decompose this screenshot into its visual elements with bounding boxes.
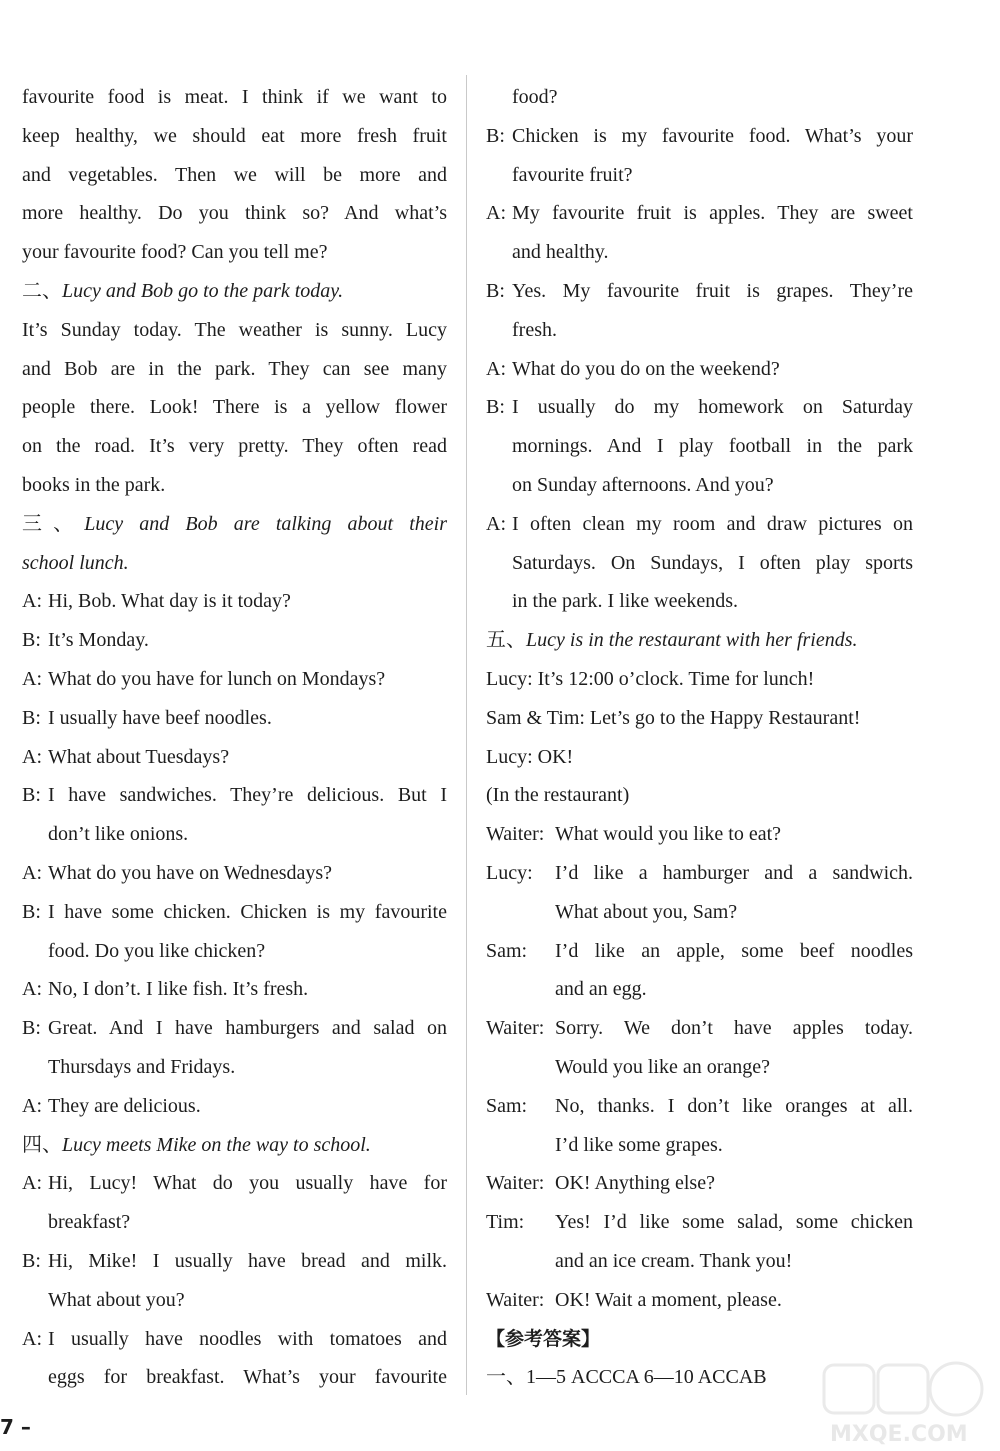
dialogue-text: I’d like a hamburger and a sandwich.: [555, 861, 913, 884]
dialogue-text: I usually do my homework on Saturday: [512, 396, 913, 419]
dialogue-line: [22, 621, 447, 660]
dialogue-line: [486, 194, 913, 272]
speaker-label: A:: [22, 978, 42, 1001]
dialogue-text: don’t like onions.: [48, 823, 189, 846]
dialogue-text: My favourite fruit is apples. They are sweet: [512, 202, 913, 225]
speaker-label: A:: [22, 590, 42, 613]
text-line: favourite food is meat. I think if we want to: [22, 86, 447, 108]
dialogue-text: and an ice cream. Thank you!: [555, 1249, 793, 1272]
dialogue-line: [486, 388, 913, 504]
speaker-label: B:: [22, 784, 41, 807]
dialogue-text: What about you?: [48, 1288, 185, 1311]
dialogue-text: What do you have for lunch on Mondays?: [48, 667, 386, 690]
dialogue-line: [486, 78, 913, 117]
section-number: 五、: [486, 629, 526, 652]
dialogue-line: [486, 1164, 913, 1203]
page-number: 7 –: [0, 1415, 31, 1439]
text-line: your favourite food? Can you tell me?: [22, 241, 328, 264]
dialogue-text: Hi, Bob. What day is it today?: [48, 590, 291, 613]
speaker-label: Waiter:: [486, 1017, 545, 1040]
dialogue-text: No, thanks. I don’t like oranges at all.: [555, 1094, 913, 1117]
text-line: keep healthy, we should eat more fresh fruit: [22, 124, 447, 147]
intro-paragraph: [22, 78, 447, 272]
dialogue-text: OK! Wait a moment, please.: [555, 1288, 782, 1311]
dialogue-text: No, I don’t. I like fish. It’s fresh.: [48, 978, 309, 1001]
dialogue-line: [486, 815, 913, 854]
section-5-intro: [486, 660, 913, 815]
dialogue-line: [22, 738, 447, 777]
section-5-heading: [486, 621, 913, 660]
text-line: Sam & Tim: Let’s go to the Happy Restaurant!: [486, 706, 861, 729]
section-number: 三、: [22, 512, 85, 535]
dialogue-line: [22, 970, 447, 1009]
answers-line: 一、1—5 ACCCA 6—10 ACCAB: [486, 1366, 767, 1389]
text-line: Lucy: It’s 12:00 o’clock. Time for lunch!: [486, 667, 815, 690]
dialogue-line: [22, 1087, 447, 1126]
section-5-dialogue: [486, 815, 913, 1319]
speaker-label: Tim:: [486, 1211, 525, 1234]
speaker-label: A:: [22, 667, 42, 690]
dialogue-text: food?: [512, 86, 558, 108]
dialogue-line: [22, 660, 447, 699]
section-title: Lucy and Bob are talking about their: [84, 512, 448, 535]
dialogue-text: It’s Monday.: [48, 629, 149, 652]
dialogue-line: [486, 1009, 913, 1087]
dialogue-text: Chicken is my favourite food. What’s your: [512, 124, 913, 147]
dialogue-text: OK! Anything else?: [555, 1172, 715, 1195]
dialogue-text: What do you have on Wednesdays?: [48, 861, 333, 884]
dialogue-text: Hi, Lucy! What do you usually have for: [48, 1172, 447, 1195]
dialogue-line: [22, 1009, 447, 1087]
right-column: [486, 78, 913, 1397]
speaker-label: A:: [486, 512, 506, 535]
speaker-label: Lucy:: [486, 861, 533, 884]
speaker-label: A:: [486, 357, 506, 380]
dialogue-line: [486, 1203, 913, 1281]
dialogue-line: [22, 582, 447, 621]
dialogue-line: [486, 932, 913, 1010]
dialogue-text: Great. And I have hamburgers and salad on: [48, 1017, 447, 1040]
dialogue-text: What would you like to eat?: [555, 823, 782, 846]
text-line: It’s Sunday today. The weather is sunny. Lucy: [22, 318, 447, 341]
section-number: 四、: [22, 1133, 62, 1156]
dialogue-text: mornings. And I play football in the park: [512, 435, 913, 458]
dialogue-text: breakfast?: [48, 1211, 131, 1234]
dialogue-text: fresh.: [512, 318, 557, 341]
speaker-label: B:: [22, 1249, 41, 1272]
section-title: Lucy is in the restaurant with her friends.: [526, 629, 858, 652]
dialogue-line: [22, 1164, 447, 1242]
dialogue-line: [22, 699, 447, 738]
text-line: books in the park.: [22, 473, 166, 496]
dialogue-text: I’d like some grapes.: [555, 1133, 723, 1156]
speaker-label: A:: [22, 861, 42, 884]
dialogue-text: They are delicious.: [48, 1094, 201, 1117]
dialogue-text: eggs for breakfast. What’s your favourite: [48, 1366, 447, 1389]
speaker-label: B:: [22, 1017, 41, 1040]
dialogue-line: [486, 350, 913, 389]
speaker-label: A:: [486, 202, 506, 225]
dialogue-line: [486, 854, 913, 932]
section-2-heading: [22, 272, 447, 311]
section-number: 二、: [22, 279, 62, 302]
speaker-label: Sam:: [486, 939, 528, 962]
dialogue-text: I often clean my room and draw pictures on: [512, 512, 913, 535]
dialogue-text: I have some chicken. Chicken is my favourite: [48, 900, 447, 923]
dialogue-text: Yes. My favourite fruit is grapes. They’re: [512, 279, 913, 302]
section-3-dialogue: [22, 582, 447, 1125]
dialogue-line: [22, 854, 447, 893]
dialogue-text: and healthy.: [512, 241, 609, 264]
speaker-label: B:: [486, 396, 505, 419]
svg-text:MXQE.COM: MXQE.COM: [830, 1422, 968, 1447]
text-line: on the road. It’s very pretty. They often read: [22, 435, 447, 458]
dialogue-line: [22, 893, 447, 971]
text-line: Lucy: OK!: [486, 745, 574, 768]
text-line: more healthy. Do you think so? And what’s: [22, 202, 447, 225]
speaker-label: Waiter:: [486, 823, 545, 846]
dialogue-text: Hi, Mike! I usually have bread and milk.: [48, 1249, 447, 1272]
section-4-dialogue: [22, 1164, 447, 1397]
speaker-label: Waiter:: [486, 1288, 545, 1311]
text-line: (In the restaurant): [486, 784, 630, 807]
dialogue-text: I have sandwiches. They’re delicious. But I: [48, 784, 447, 807]
dialogue-text: favourite fruit?: [512, 163, 633, 186]
dialogue-line: [22, 776, 447, 854]
section-title: school lunch.: [22, 551, 129, 574]
answer-key-heading: 【参考答案】: [486, 1327, 601, 1350]
section-title: Lucy meets Mike on the way to school.: [62, 1133, 371, 1156]
dialogue-text: I usually have beef noodles.: [48, 706, 272, 729]
text-line: and vegetables. Then we will be more and: [22, 163, 447, 186]
dialogue-text: I usually have noodles with tomatoes and: [48, 1327, 447, 1350]
dialogue-text: What about Tuesdays?: [48, 745, 230, 768]
section-title: Lucy and Bob go to the park today.: [62, 279, 344, 302]
dialogue-line: [22, 1242, 447, 1320]
dialogue-text: Would you like an orange?: [555, 1055, 770, 1078]
dialogue-text: What do you do on the weekend?: [512, 357, 780, 380]
speaker-label: B:: [486, 279, 505, 302]
speaker-label: A:: [22, 1327, 42, 1350]
speaker-label: B:: [22, 900, 41, 923]
dialogue-text: on Sunday afternoons. And you?: [512, 473, 774, 496]
section-2-paragraph: [22, 311, 447, 505]
dialogue-text: in the park. I like weekends.: [512, 590, 739, 613]
speaker-label: B:: [22, 629, 41, 652]
text-line: and Bob are in the park. They can see many: [22, 357, 447, 380]
dialogue-line: [486, 505, 913, 621]
dialogue-line: [486, 1087, 913, 1165]
dialogue-text: Yes! I’d like some salad, some chicken: [555, 1211, 913, 1234]
dialogue-line: [486, 117, 913, 195]
dialogue-text: What about you, Sam?: [555, 900, 738, 923]
speaker-label: A:: [22, 745, 42, 768]
speaker-label: Sam:: [486, 1094, 528, 1117]
section-4-heading: [22, 1126, 447, 1165]
section-3-heading: [22, 505, 447, 544]
dialogue-text: I’d like an apple, some beef noodles: [555, 939, 913, 962]
dialogue-line: [486, 272, 913, 350]
dialogue-text: Sorry. We don’t have apples today.: [555, 1017, 913, 1040]
dialogue-text: and an egg.: [555, 978, 647, 1001]
speaker-label: Waiter:: [486, 1172, 545, 1195]
speaker-label: A:: [22, 1172, 42, 1195]
section-3-heading-cont: [22, 544, 447, 583]
text-line: people there. Look! There is a yellow flower: [22, 396, 447, 419]
dialogue-line: [22, 1320, 447, 1398]
watermark-logo: [816, 1357, 996, 1447]
speaker-label: B:: [22, 706, 41, 729]
left-column: [22, 78, 447, 1397]
dialogue-text: Thursdays and Fridays.: [48, 1055, 236, 1078]
dialogue-text: Saturdays. On Sundays, I often play sports: [512, 551, 913, 574]
speaker-label: A:: [22, 1094, 42, 1117]
dialogue-line: [486, 1281, 913, 1320]
section-4-dialogue-cont: [486, 117, 913, 621]
column-divider: [466, 75, 467, 1395]
speaker-label: B:: [486, 124, 505, 147]
dialogue-text: food. Do you like chicken?: [48, 939, 266, 962]
